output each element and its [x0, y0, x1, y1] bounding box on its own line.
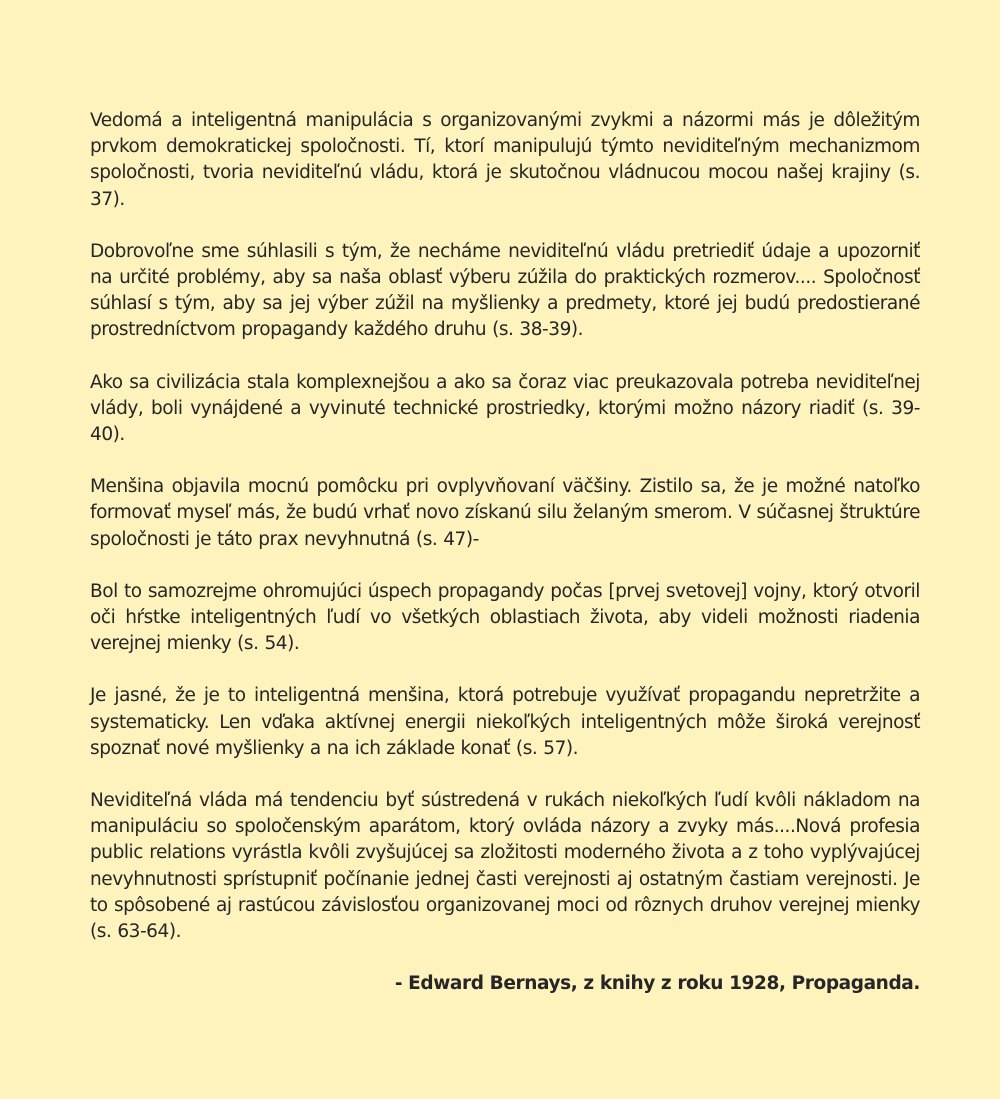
quote-paragraph-4: Menšina objavila mocnú pomôcku pri ovplyvňovaní väčšiny. Zistilo sa, že je možné natoľko formovať myseľ más, že budú vrhať novo získanú silu želaným smerom. V súčasnej štruktúre spoločnosti je táto prax nevyhnutná (s. 47)-: [90, 476, 920, 550]
quote-paragraph-7: Neviditeľná vláda má tendenciu byť sústredená v rukách niekoľkých ľudí kvôli nákladom na manipuláciu so spoločenským aparátom, ktorý ovláda názory a zvyky más....Nová profesia public relations vyrástla kvôli zvyšujúcej sa zložitosti moderného života a z toho vyplývajúcej nevyhnutnosti sprístupniť počínanie jednej časti verejnosti aj ostatným častiam verejnosti. Je to spôsobené aj rastúcou závislosťou organizovanej moci od rôznych druhov verejnej mienky (s. 63-64).: [90, 790, 920, 943]
quote-paragraph-1: Vedomá a inteligentná manipulácia s organizovanými zvykmi a názormi más je dôležitým prvkom demokratickej spoločnosti. Tí, ktorí manipulujú týmto neviditeľným mechanizmom spoločnosti, tvoria neviditeľnú vládu, ktorá je skutočnou vládnucou mocou našej krajiny (s. 37).: [90, 110, 920, 210]
quote-paragraph-6: Je jasné, že je to inteligentná menšina, ktorá potrebuje využívať propagandu nepretržite a systematicky. Len vďaka aktívnej energii niekoľkých inteligentných môže široká verejnosť spoznať nové myšlienky a na ich základe konať (s. 57).: [90, 685, 920, 759]
quote-paragraph-2: Dobrovoľne sme súhlasili s tým, že necháme neviditeľnú vládu pretriediť údaje a upozorniť na určité problémy, aby sa naša oblasť výberu zúžila do praktických rozmerov.... Spoločnosť súhlasí s tým, aby sa jej výber zúžil na myšlienky a predmety, ktoré jej budú predostierané prostredníctvom propagandy každého druhu (s. 38-39).: [90, 240, 920, 341]
quote-attribution: - Edward Bernays, z knihy z roku 1928, Propaganda.: [394, 973, 920, 995]
quote-body: [90, 108, 920, 945]
quote-paragraph-3: Ako sa civilizácia stala komplexnejšou a ako sa čoraz viac preukazovala potreba neviditeľnej vlády, boli vynájdené a vyvinuté technické prostriedky, ktorými možno názory riadiť (s. 39-40).: [90, 371, 920, 446]
quote-paragraph-5: Bol to samozrejme ohromujúci úspech propagandy počas [prvej svetovej] vojny, ktorý otvoril oči hŕstke inteligentných ľudí vo všetkých oblastiach života, aby videli možnosti riadenia verejnej mienky (s. 54).: [90, 580, 920, 655]
